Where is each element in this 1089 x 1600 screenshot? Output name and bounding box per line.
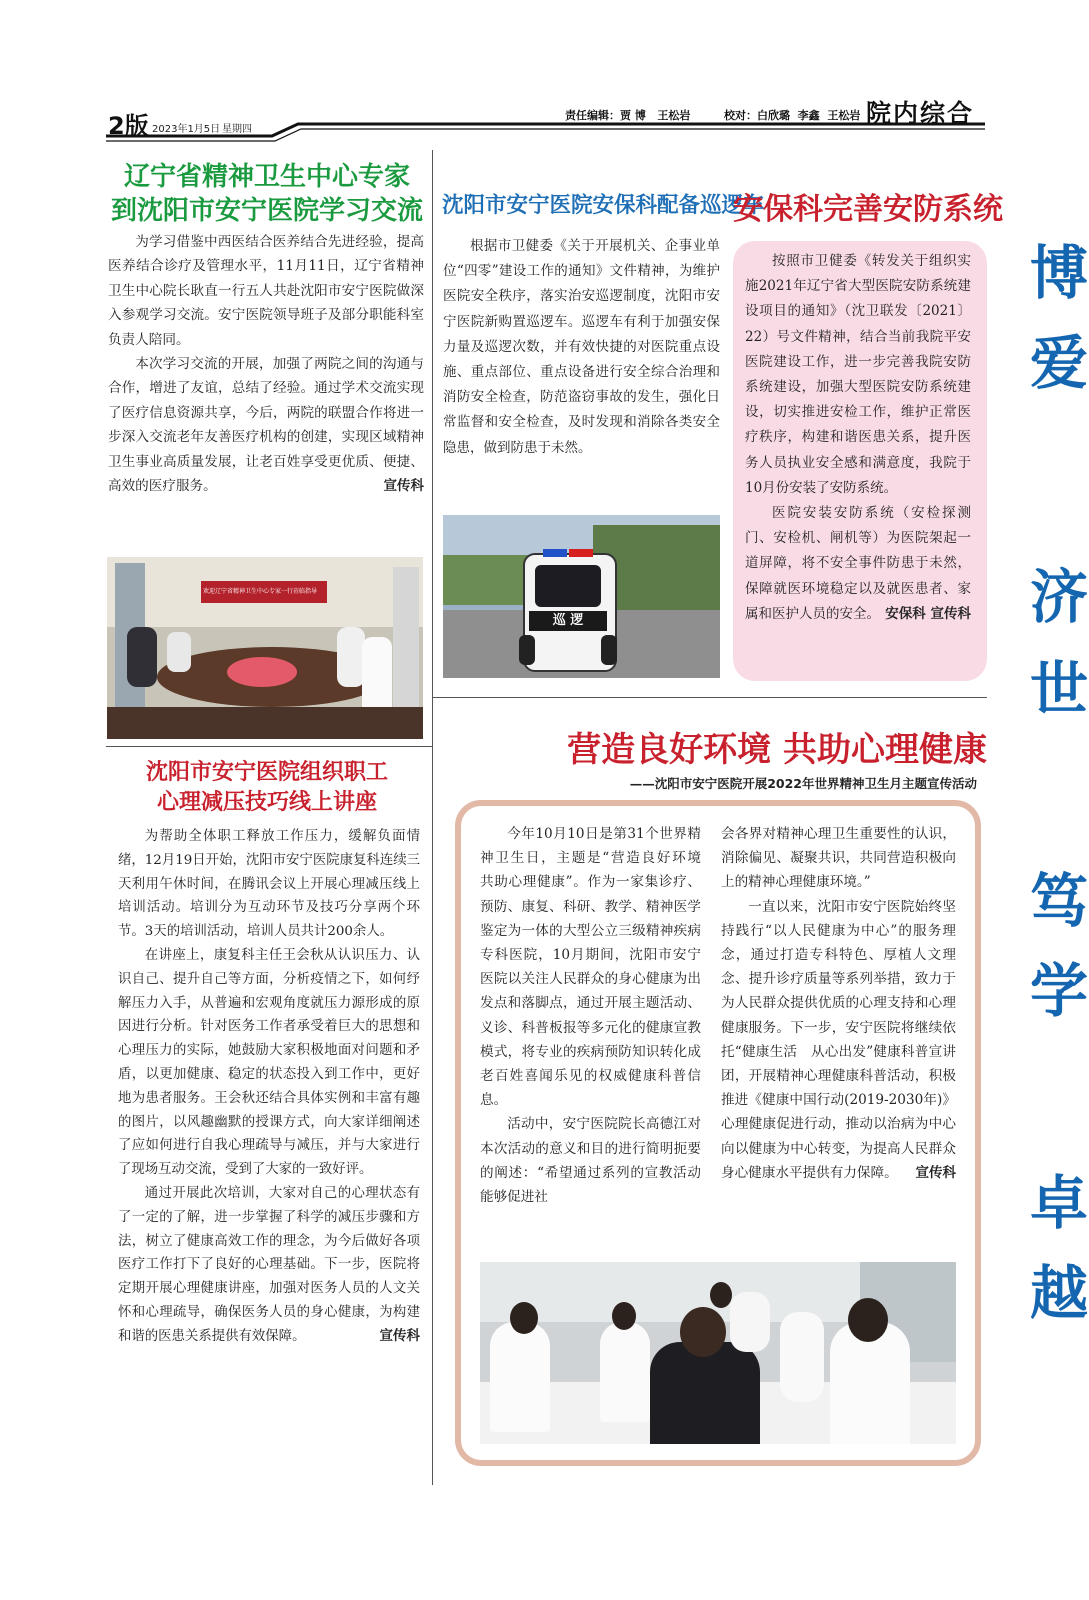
article-body <box>108 230 424 499</box>
paragraph: 一直以来，沈阳市安宁医院始终坚持践行“以人民健康为中心”的服务理念，通过打造专科特色、厚植人文理念、提升诊疗质量等系列举措，致力于为人民群众提供优质的心理支持和心理健康服务。下一步，安宁医院将继续依托“健康生活 从心出发”健康科普宣讲团，开展精神心理健康科普活动，积极推进《健康中国行动(2019-2030年)》心理健康促进行动，推动以治病为中心向以健康为中心转变，为提高人民群众身心健康水平提供有力保障。 <box>721 898 956 1181</box>
banner-text: 欢迎辽宁省精神卫生中心专家一行莅临指导 <box>203 588 318 595</box>
article-title: 营造良好环境 共助心理健康 <box>567 730 987 770</box>
article-title-line: 沈阳市安宁医院组织职工 <box>145 760 388 785</box>
paragraph: 在讲座上，康复科主任王会秋从认识压力、认识自己、提升自己等方面，分析疫情之下，如何纾解压力入手，从普遍和宏观角度就压力源形成的原因进行分析。针对医务工作者承受着巨大的思想和心理压力的实际，她鼓励大家积极地面对问题和矛盾，以更加健康、稳定的状态投入到工作中，更好地为患者服务。王会秋还结合具体实例和丰富有趣的图片，以风趣幽默的授课方式，向大家详细阐述了应如何进行自我心理疏导与减压，并与大家进行了现场互动交流，受到了大家的一致好评。 <box>118 947 420 1178</box>
paragraph: 本次学习交流的开展，加强了两院之间的沟通与合作，增进了友谊，总结了经验。通过学术交流实现了医疗信息资源共享，今后，两院的联盟合作将进一步深入交流老年友善医疗机构的创建，实现区域精神卫生事业高质量发展，让老百姓享受更优质、便捷、高效的医疗服务。 <box>108 356 424 495</box>
slogan-char: 济 <box>1030 563 1089 631</box>
article-title <box>106 758 428 818</box>
meeting-photo <box>107 557 423 739</box>
slogan-char: 学 <box>1030 957 1089 1025</box>
column-divider <box>432 150 433 1485</box>
paragraph: 为帮助全体职工释放工作压力，缓解负面情绪，12月19日开始，沈阳市安宁医院康复科连续三天利用午休时间，在腾讯会议上开展心理减压线上培训活动。培训分为互动环节及技巧分享两个环节。3天的培训活动，培训人员共计200余人。 <box>118 829 420 940</box>
issue-date: 2023年1月5日 <box>152 124 221 135</box>
article-body <box>745 249 971 627</box>
paragraph: 按照市卫健委《转发关于组织实施2021年辽宁省大型医院安防系统建设项目的通知》（沈卫联发〔2021〕22）号文件精神，结合当前我院平安医院建设工作，进一步完善我院安防系统建设，加强大型医院安防系统建设，切实推进安检工作，维护正常医疗秩序，构建和谐医患关系，提升医务人员执业安全感和满意度，我院于10月份安装了安防系统。 <box>745 253 971 496</box>
article-body <box>443 234 720 461</box>
issue-weekday: 星期四 <box>222 124 252 135</box>
article-credit: 宣传科 <box>383 478 424 495</box>
article-subtitle: ——沈阳市安宁医院开展2022年世界精神卫生月主题宣传活动 <box>629 776 977 791</box>
article-title <box>106 160 428 228</box>
article-title-line: 辽宁省精神卫生中心专家 <box>123 162 410 192</box>
paragraph: 今年10月10日是第31个世界精神卫生日，主题是“营造良好环境 共助心理健康”。作为一家集诊疗、预防、康复、科研、教学、精神医学鉴定为一体的大型公立三级精神疾病专科医院，10月期间，沈阳市安宁医院以关注人民群众的身心健康为出发点和落脚点，通过开展主题活动、义诊、科普板报等多元化的健康宣教模式，将专业的疾病预防知识转化成老百姓喜闻乐见的权威健康科普信息。 <box>480 826 715 1109</box>
section-title: 院内综合 <box>866 99 975 128</box>
paragraph: 医院安装安防系统（安检探测门、安检机、闸机等）为医院架起一道屏障，将不安全事件防患于未然，保障就医环境稳定以及就医患者、家属和医护人员的安全。 <box>745 505 971 622</box>
patrol-car-photo <box>443 515 720 678</box>
slogan-char: 世 <box>1030 655 1089 723</box>
row-divider <box>432 697 987 698</box>
editors: 责任编辑：贾 博 王松岩 <box>565 109 691 122</box>
vehicle-label: 巡 逻 <box>529 611 607 631</box>
article-title-line: 到沈阳市安宁医院学习交流 <box>110 196 423 226</box>
paragraph: 通过开展此次培训，大家对自己的心理状态有了一定的了解，进一步掌握了科学的减压步骤和方法，树立了健康高效工作的理念，为今后做好各项医疗工作打下了良好的心理基础。下一步，医院将定期开展心理健康讲座，加强对医务人员的人文关怀和心理疏导，确保医务人员的身心健康，为构建和谐的医患关系提供有效保障。 <box>118 1185 420 1344</box>
slogan-char: 笃 <box>1030 867 1089 935</box>
article-title: 安保科完善安防系统 <box>733 192 1003 227</box>
article-credit: 安保科 宣传科 <box>885 606 971 623</box>
page-number: 2版 <box>108 112 149 140</box>
paragraph: 为学习借鉴中西医结合医养结合先进经验，提高医养结合诊疗及管理水平，11月11日，辽宁省精神卫生中心院长耿直一行五人共赴沈阳市安宁医院做深入参观学习交流。安宁医院领导班子及部分职能科室负责人陪同。 <box>108 234 424 348</box>
slogan-char: 卓 <box>1030 1169 1089 1237</box>
slogan-char: 博 <box>1030 239 1089 307</box>
article-column <box>721 822 956 1185</box>
article-title: 沈阳市安宁医院安保科配备巡逻车 <box>442 193 765 218</box>
article-body <box>118 825 420 1348</box>
header-rule <box>0 0 1089 150</box>
lecture-photo <box>480 1262 956 1444</box>
slogan-char: 越 <box>1030 1259 1089 1327</box>
paragraph: 活动中，安宁医院院长高德江对本次活动的意义和目的进行简明扼要的阐述：“希望通过系列的宣教活动能够促进社 <box>480 1116 701 1206</box>
paragraph: 根据市卫健委《关于开展机关、企事业单位“四零”建设工作的通知》文件精神，为维护医院安全秩序，落实治安巡逻制度，沈阳市安宁医院新购置巡逻车。巡逻车有利于加强安保力量及巡逻次数，并有效快捷的对医院重点设施、重点部位、重点设备进行安全综合治理和消防安全检查，防范盗窃事故的发生，强化日常监督和安全检查，及时发现和消除各类安全隐患，做到防患于未然。 <box>443 238 720 456</box>
article-credit: 宣传科 <box>915 1165 956 1182</box>
slogan-char: 爱 <box>1030 329 1089 397</box>
article-credit: 宣传科 <box>379 1327 420 1344</box>
paragraph: 会各界对精神心理卫生重要性的认识，消除偏见、凝聚共识，共同营造积极向上的精神心理健康环境。” <box>721 826 956 891</box>
article-column <box>480 822 715 1209</box>
proofreaders: 校对：白欣璐 李鑫 王松岩 <box>724 109 861 122</box>
row-divider <box>106 746 432 747</box>
article-title-line: 心理减压技巧线上讲座 <box>156 790 377 815</box>
